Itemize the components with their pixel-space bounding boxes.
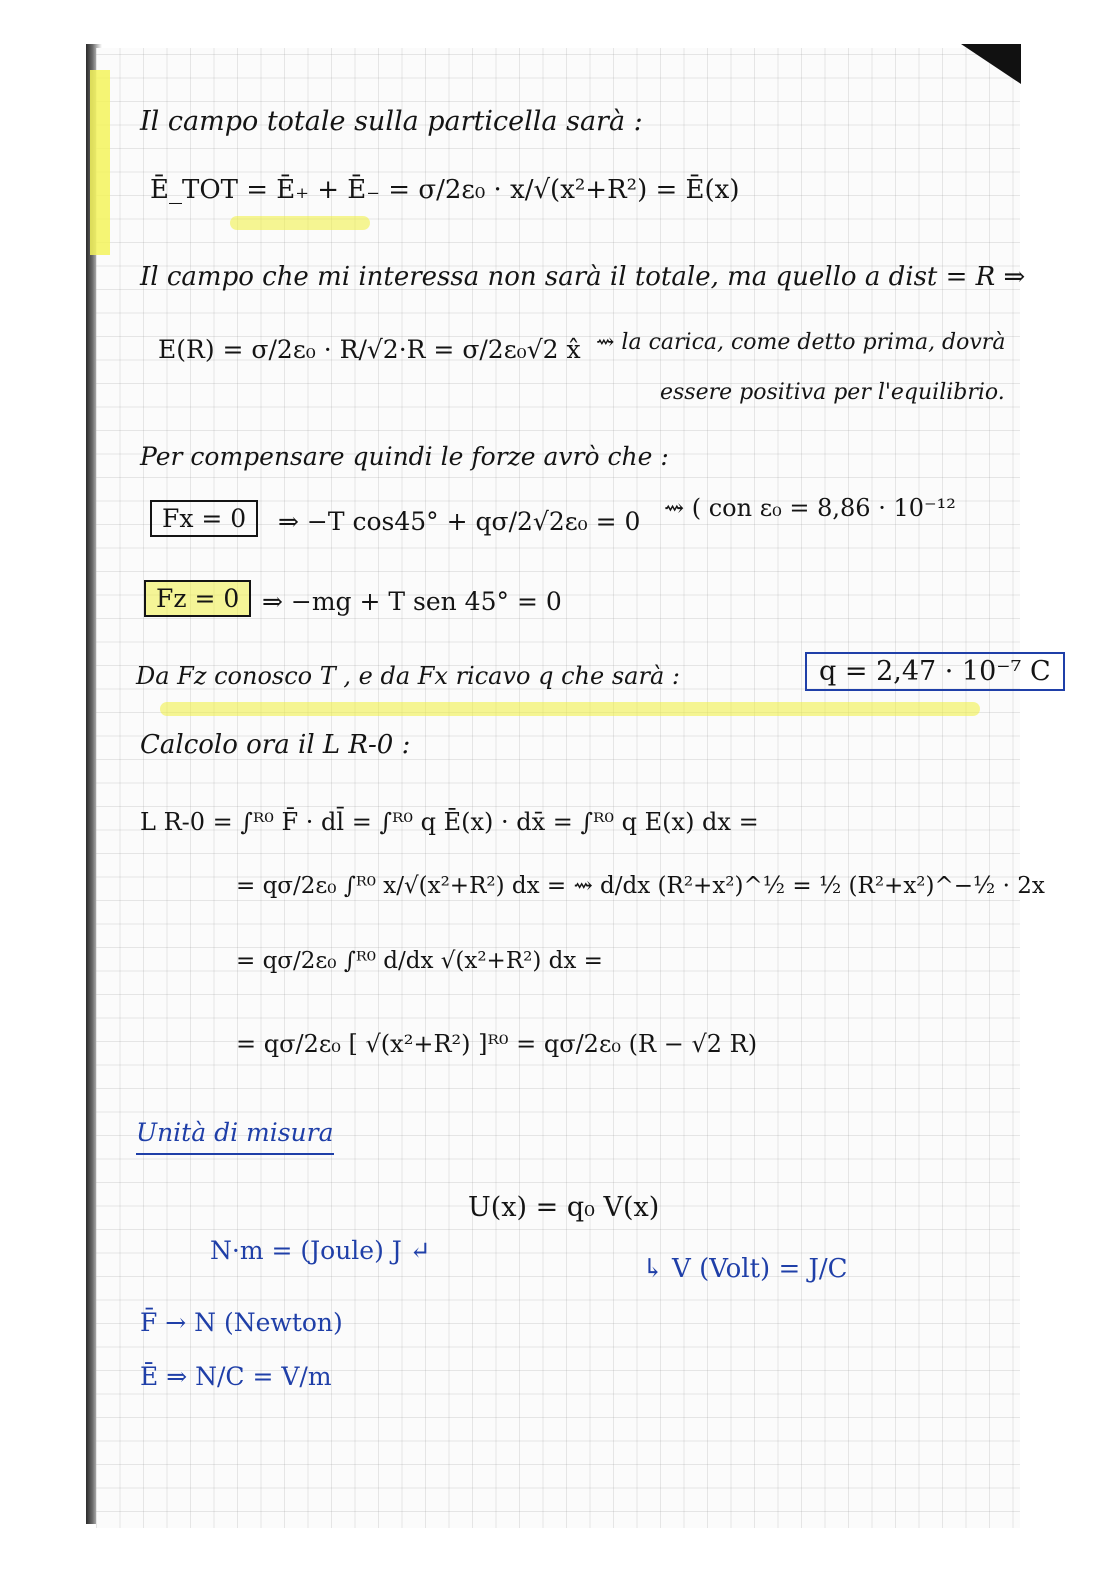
unit-force: F̄ → N (Newton) bbox=[140, 1308, 343, 1337]
page-corner bbox=[961, 44, 1021, 84]
line-campo-interessa: Il campo che mi interessa non sarà il totale, ma quello a dist = R ⇒ bbox=[140, 262, 1026, 292]
unit-field: Ē ⇒ N/C = V/m bbox=[140, 1362, 332, 1391]
q-result-box: q = 2,47 · 10⁻⁷ C bbox=[805, 652, 1065, 691]
eq-potential-energy: U(x) = q₀ V(x) bbox=[468, 1192, 660, 1223]
unit-joule: N·m = (Joule) J ↵ bbox=[210, 1236, 431, 1265]
line-calcolo: Calcolo ora il L R-0 : bbox=[140, 730, 411, 760]
eq-integral-3: = qσ/2ε₀ ∫ᴿ⁰ d/dx √(x²+R²) dx = bbox=[236, 948, 603, 974]
highlight-etot bbox=[230, 216, 370, 230]
eq-er: E(R) = σ/2ε₀ · R/√2·R = σ/2ε₀√2 x̂ bbox=[158, 335, 581, 364]
fx-box: Fx = 0 bbox=[150, 500, 258, 537]
eq-etot: Ē_TOT = Ē₊ + Ē₋ = σ/2ε₀ · x/√(x²+R²) = Ē(x) bbox=[150, 175, 740, 205]
eq-fx: ⇒ −T cos45° + qσ/2√2ε₀ = 0 bbox=[278, 507, 641, 536]
note-equilibrio: essere positiva per l'equilibrio. bbox=[660, 380, 1005, 405]
fz-box: Fz = 0 bbox=[144, 580, 251, 617]
note-carica: ⇝ la carica, come detto prima, dovrà bbox=[596, 330, 1006, 355]
eq-integral-4: = qσ/2ε₀ [ √(x²+R²) ]ᴿ⁰ = qσ/2ε₀ (R − √2 R) bbox=[236, 1030, 758, 1058]
units-title: Unità di misura bbox=[136, 1118, 334, 1155]
eq-fz: ⇒ −mg + T sen 45° = 0 bbox=[262, 587, 562, 616]
eq-integral-2: = qσ/2ε₀ ∫ᴿ⁰ x/√(x²+R²) dx = ⇝ d/dx (R²+x²)^½ = ½ (R²+x²)^−½ · 2x bbox=[236, 873, 1045, 899]
unit-volt: ↳ V (Volt) = J/C bbox=[642, 1254, 848, 1284]
line-campo-totale: Il campo totale sulla particella sarà : bbox=[140, 106, 643, 137]
line-compensare: Per compensare quindi le forze avrò che : bbox=[140, 442, 669, 471]
highlight-q-line bbox=[160, 702, 980, 716]
eq-integral-1: L R-0 = ∫ᴿ⁰ F̄ · dl̄ = ∫ᴿ⁰ q Ē(x) · dx̄ = ∫ᴿ⁰ q E(x) dx = bbox=[140, 808, 759, 836]
yellow-highlight-strip bbox=[90, 70, 110, 255]
line-da-fz: Da Fz conosco T , e da Fx ricavo q che sarà : bbox=[136, 662, 680, 690]
note-epsilon: ⇝ ( con ε₀ = 8,86 · 10⁻¹² bbox=[664, 494, 956, 522]
